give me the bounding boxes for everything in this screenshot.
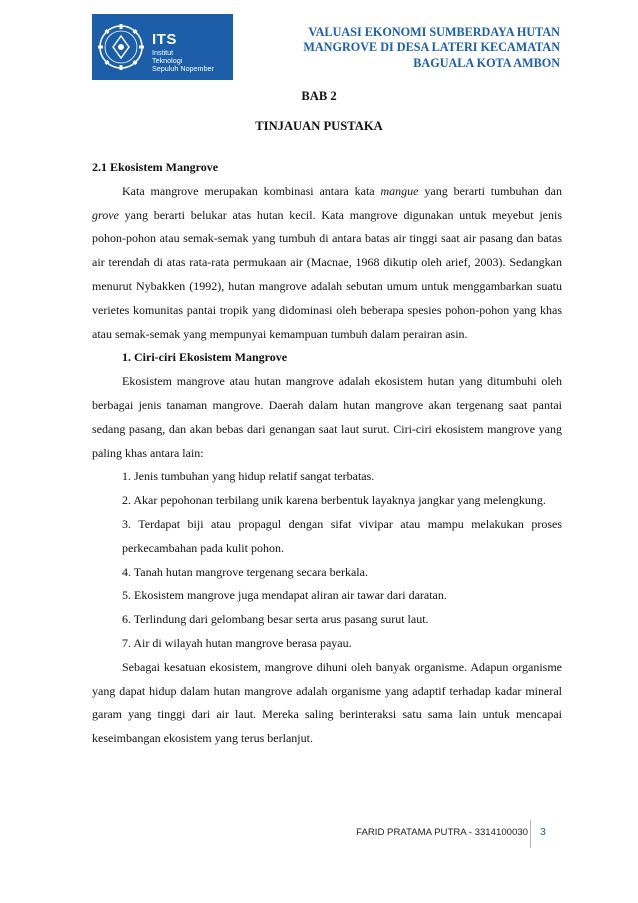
- page-number: 3: [540, 826, 546, 838]
- paragraph: Sebagai kesatuan ekosistem, mangrove dihuni oleh banyak organisme. Adapun organisme yang dapat hidup dalam hutan mangrove adalah organisme yang adaptif terhadap kadar mineral garam yang tinggi dari air laut. Mereka saling berinteraksi satu sama lain untuk mencapai keseimbangan ekosistem yang terus berlanjut.: [92, 659, 562, 746]
- paragraph: Kata mangrove merupakan kombinasi antara kata mangue yang berarti tumbuhan dan grove yang berarti belukar atas hutan kecil. Kata mangrove digunakan untuk meyebut jenis pohon-pohon atau semak-semak yang tumbuh di antara batas air tinggi saat air pasang dan batas air terendah di atas rata-rata permukaan air (Macnae, 1968 dikutip oleh arief, 2003). Sedangkan menurut Nybakken (1992), hutan mangrove adalah sebutan umum untuk menggambarkan suatu verietes komunitas pantai tropik yang didominasi oleh beberapa spesies pohon-pohon yang khas atau semak-semak yang mempunyai kemampuan tumbuh dalam perairan asin.: [92, 183, 562, 341]
- document-title: VALUASI EKONOMI SUMBERDAYA HUTAN MANGROVE DI DESA LATERI KECAMATAN BAGUALA KOTA AMBON: [303, 25, 560, 70]
- its-logo: [92, 14, 233, 80]
- footer-divider: [530, 820, 531, 848]
- list-item: 6. Terlindung dari gelombang besar serta arus pasang surut laut.: [122, 612, 429, 627]
- section-heading: 2.1 Ekosistem Mangrove: [92, 160, 219, 174]
- chapter-number: BAB 2: [301, 89, 337, 103]
- paragraph: Ekosistem mangrove atau hutan mangrove adalah ekosistem hutan yang ditumbuhi oleh berbagai jenis tanaman mangrove. Daerah dalam hutan mangrove akan tergenang saat pantai sedang pasang, dan akan bebas dari genangan saat laut surut. Ciri-ciri ekosistem mangrove yang paling khas antara lain:: [92, 374, 562, 460]
- list-item: 1. Jenis tumbuhan yang hidup relatif sangat terbatas.: [122, 469, 375, 484]
- logo-brand: ITS: [152, 31, 177, 48]
- list-item: 4. Tanah hutan mangrove tergenang secara berkala.: [122, 564, 368, 579]
- chapter-body: [92, 156, 562, 751]
- term-mangue: mangue: [380, 183, 419, 198]
- list-item: 7. Air di wilayah hutan mangrove berasa payau.: [122, 635, 352, 650]
- term-grove: grove: [92, 207, 119, 222]
- list-item: 2. Akar pepohonan terbilang unik karena berbentuk layaknya jangkar yang melengkung.: [122, 493, 546, 508]
- subsection-heading: 1. Ciri-ciri Ekosistem Mangrove: [122, 350, 288, 365]
- its-emblem-icon: [92, 14, 152, 80]
- list-item: 3. Terdapat biji atau propagul dengan sifat vivipar atau mampu melakukan proses perkecambahan pada kulit pohon.: [122, 516, 562, 555]
- logo-subtitle: Institut Teknologi Sepuluh Nopember: [152, 48, 214, 73]
- chapter-title: TINJAUAN PUSTAKA: [255, 119, 383, 133]
- page-footer: [0, 820, 638, 846]
- list-item: 5. Ekosistem mangrove juga mendapat aliran air tawar dari daratan.: [122, 588, 447, 603]
- footer-author: FARID PRATAMA PUTRA - 3314100030: [356, 827, 528, 838]
